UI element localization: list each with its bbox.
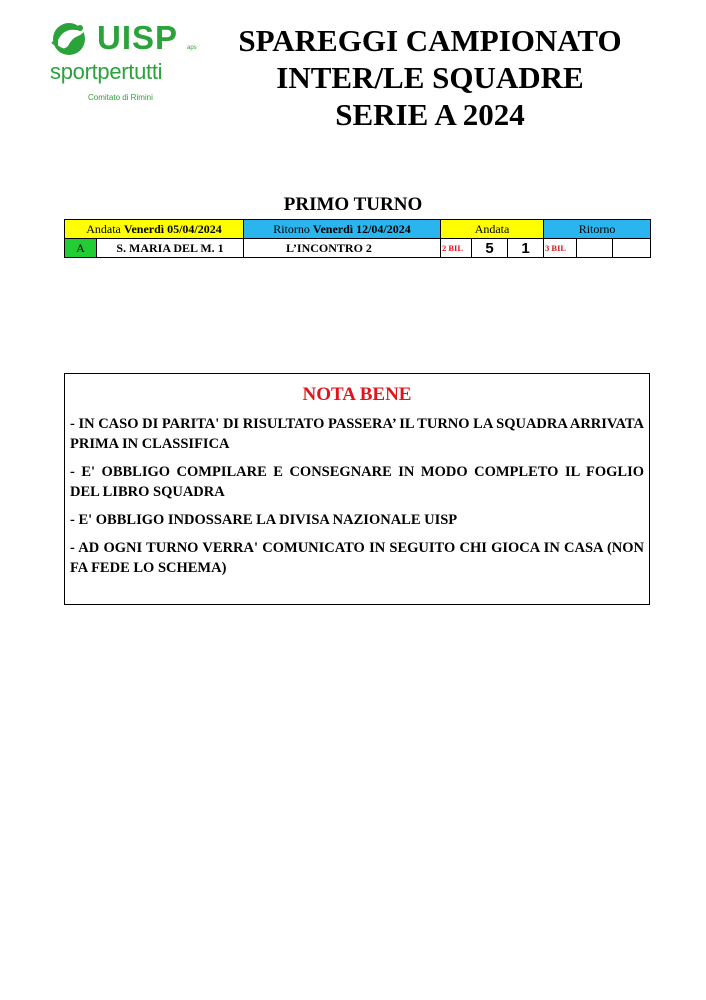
ritorno-away-score xyxy=(613,239,651,258)
andata-home-score: 5 xyxy=(472,239,508,258)
ritorno-column-header: Ritorno xyxy=(544,220,651,239)
home-team-cell: S. MARIA DEL M. 1 xyxy=(97,239,244,258)
nota-item-4: - AD OGNI TURNO VERRA' COMUNICATO IN SEGUITO CHI GIOCA IN CASA (NON FA FEDE LO SCHEMA) xyxy=(70,540,644,576)
away-team-cell: L’INCONTRO 2 xyxy=(244,239,441,258)
nota-item-3: - E' OBBLIGO INDOSSARE LA DIVISA NAZIONALE UISP xyxy=(70,512,458,528)
andata-date-header xyxy=(65,220,244,239)
ritorno-date-header xyxy=(244,220,441,239)
table-row xyxy=(65,239,651,258)
andata-column-header: Andata xyxy=(441,220,544,239)
andata-date: Venerdì 05/04/2024 xyxy=(123,221,222,236)
title-line-1: SPAREGGI CAMPIONATO xyxy=(238,23,622,58)
logo-tagline: sportpertutti xyxy=(50,59,163,84)
group-cell: A xyxy=(65,239,97,258)
nota-item-2: - E' OBBLIGO COMPILARE E CONSEGNARE IN MODO COMPLETO IL FOGLIO DEL LIBRO SQUADRA xyxy=(70,464,644,500)
title-line-3: SERIE A 2024 xyxy=(335,97,525,132)
andata-note-cell: 2 BIL xyxy=(441,239,472,258)
logo-brand: UISP xyxy=(97,19,179,56)
uisp-logo xyxy=(50,18,205,113)
ritorno-note-cell: 3 BIL xyxy=(544,239,577,258)
andata-label: Andata xyxy=(86,221,124,236)
matches-table xyxy=(64,219,651,258)
uisp-runner-icon xyxy=(50,20,96,56)
nota-bene-box xyxy=(64,373,650,605)
ritorno-date: Venerdì 12/04/2024 xyxy=(312,221,411,236)
title-line-2: INTER/LE SQUADRE xyxy=(276,60,584,95)
andata-away-score: 1 xyxy=(508,239,544,258)
logo-committee: Comitato di Rimini xyxy=(88,93,153,102)
page-title xyxy=(205,22,655,133)
nota-bene-title: NOTA BENE xyxy=(302,384,412,405)
section-title: PRIMO TURNO xyxy=(283,194,423,215)
nota-item-1: - IN CASO DI PARITA' DI RISULTATO PASSERA’ IL TURNO LA SQUADRA ARRIVATA PRIMA IN CLASSIFICA xyxy=(70,416,644,452)
logo-aps: aps xyxy=(187,45,197,51)
table-header-row xyxy=(65,220,651,239)
ritorno-label: Ritorno xyxy=(273,221,313,236)
ritorno-home-score xyxy=(577,239,613,258)
